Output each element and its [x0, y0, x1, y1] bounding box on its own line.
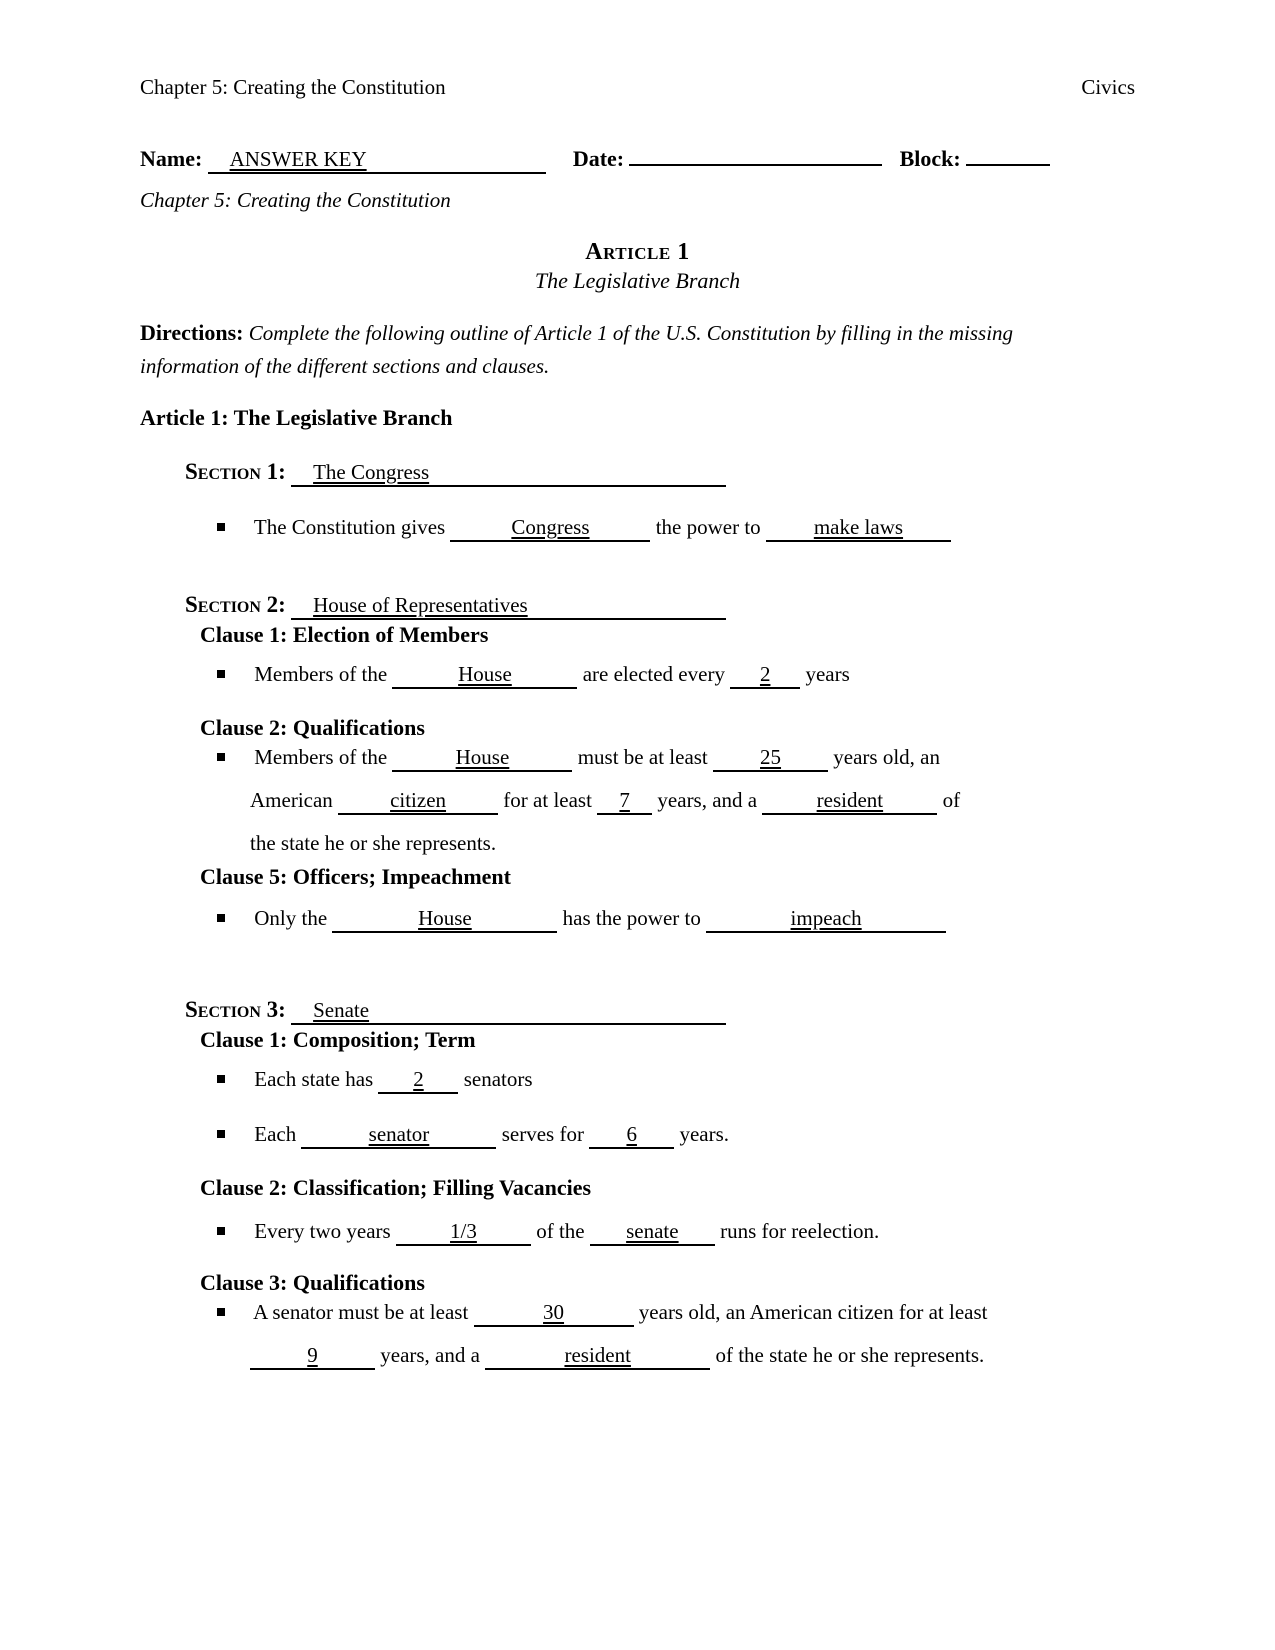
answer-blank: [392, 662, 577, 689]
bullet-icon: [217, 753, 225, 761]
bullet-icon: [217, 1075, 225, 1083]
bullet-icon: [217, 670, 225, 678]
bullet-icon: [217, 1227, 225, 1235]
answer-blank: [450, 515, 650, 542]
clause-bullet: [217, 1122, 1135, 1149]
bullet-text: years, and a: [657, 787, 758, 812]
bullet-text: years: [805, 661, 850, 686]
section-1-label: Section 1:: [185, 458, 286, 484]
bullet-text: senators: [463, 1066, 533, 1091]
directions-text: Complete the following outline of Article 1 of the U.S. Constitution by filling in the missing information of the different sections and clauses.: [140, 321, 1014, 379]
block-label: Block:: [899, 146, 961, 171]
answer-text: resident: [564, 1342, 631, 1367]
answer-blank: [250, 1343, 375, 1370]
bullet-text: has the power to: [562, 905, 701, 930]
bullet-text: the state he or she represents.: [250, 830, 497, 855]
answer-blank: [730, 662, 800, 689]
answer-text: 25: [760, 744, 782, 769]
clause-title: Clause 2: Classification; Filling Vacancies: [200, 1174, 592, 1200]
answer-text: 2: [413, 1066, 424, 1091]
name-label: Name:: [140, 146, 203, 171]
section-3-heading: [185, 997, 1135, 1025]
section-3-answer: Senate: [313, 997, 370, 1022]
answer-blank: [597, 788, 652, 815]
bullet-text: Each: [254, 1121, 297, 1146]
answer-text: citizen: [390, 787, 447, 812]
directions-paragraph: [140, 316, 1045, 383]
answer-blank: [590, 1219, 715, 1246]
clause-title: Clause 1: Composition; Term: [200, 1026, 476, 1052]
bullet-text: are elected every: [582, 661, 725, 686]
section-1-answer: The Congress: [313, 459, 430, 484]
section-2-label: Section 2:: [185, 591, 286, 617]
article-subtitle: The Legislative Branch: [534, 268, 741, 293]
section-2-answer: House of Representatives: [313, 592, 528, 617]
section-2-heading: [185, 592, 1135, 620]
bullet-text: of the state he or she represents.: [715, 1342, 985, 1367]
clause-title: Clause 5: Officers; Impeachment: [200, 863, 511, 889]
name-answer: ANSWER KEY: [229, 147, 367, 171]
bullet-text: Each state has: [254, 1066, 374, 1091]
section-3-answer-blank: [291, 998, 726, 1025]
clause-bullet-continuation: [250, 788, 1135, 815]
answer-blank: [485, 1343, 710, 1370]
answer-blank: [338, 788, 498, 815]
answer-blank: [378, 1067, 458, 1094]
bullet-text: Every two years: [254, 1218, 391, 1243]
answer-text: House: [455, 744, 510, 769]
bullet-icon: [217, 914, 225, 922]
bullet-text: A senator must be at least: [253, 1299, 469, 1324]
bullet-text: years old, an American citizen for at least: [638, 1299, 988, 1324]
chapter-subtitle: Chapter 5: Creating the Constitution: [140, 188, 451, 212]
bullet-icon: [217, 1130, 225, 1138]
answer-text: 7: [619, 787, 630, 812]
section-1-bullet: [217, 515, 1135, 542]
date-label: Date:: [572, 146, 625, 171]
date-blank: [629, 164, 882, 166]
block-blank: [966, 164, 1050, 166]
clause-bullet: [217, 1300, 1135, 1327]
bullet-text: runs for reelection.: [720, 1218, 880, 1243]
answer-text: 2: [759, 661, 771, 686]
header-subject: Civics: [1081, 75, 1135, 99]
clause-title: Clause 1: Election of Members: [200, 621, 489, 647]
bullet-text: of the: [536, 1218, 585, 1243]
page-header: [140, 75, 1135, 100]
answer-blank: [474, 1300, 634, 1327]
clause-bullet: [217, 906, 1135, 933]
bullet-text: Only the: [254, 905, 328, 930]
answer-text: resident: [816, 787, 884, 812]
answer-text: 9: [307, 1342, 318, 1367]
section-2-answer-blank: [291, 593, 726, 620]
outline-title: Article 1: The Legislative Branch: [140, 404, 453, 430]
bullet-text: serves for: [501, 1121, 584, 1146]
bullet-text: Members of the: [254, 661, 388, 686]
answer-blank: [713, 745, 828, 772]
clause-bullet: [217, 662, 1135, 689]
bullet-text: must be at least: [577, 744, 708, 769]
answer-blank: [301, 1122, 496, 1149]
directions-label: Directions:: [140, 320, 244, 345]
answer-text: senate: [626, 1218, 679, 1243]
answer-text: 30: [543, 1299, 565, 1324]
answer-text: 1/3: [450, 1218, 477, 1243]
bullet-text: years.: [679, 1121, 730, 1146]
answer-text: senator: [368, 1121, 430, 1146]
clause-bullet: [217, 1067, 1135, 1094]
bullet-icon: [217, 1308, 225, 1316]
answer-blank: [332, 906, 557, 933]
answer-text: make laws: [813, 514, 904, 539]
answer-blank: [589, 1122, 674, 1149]
bullet-text: Members of the: [254, 744, 388, 769]
answer-text: impeach: [790, 905, 862, 930]
bullet-text: years old, an: [833, 744, 940, 769]
section-1-answer-blank: [291, 460, 726, 487]
answer-blank: [392, 745, 572, 772]
bullet-text: The Constitution gives: [253, 514, 446, 539]
article-title: Article 1: [585, 239, 690, 265]
answer-text: Congress: [511, 514, 590, 539]
clause-bullet: [217, 745, 1135, 772]
answer-blank: [766, 515, 951, 542]
clause-title: Clause 2: Qualifications: [200, 714, 425, 740]
answer-blank: [396, 1219, 531, 1246]
bullet-icon: [217, 523, 225, 531]
clause-bullet-continuation: [250, 1343, 1135, 1370]
answer-text: House: [418, 905, 472, 930]
bullet-text: the power to: [655, 514, 761, 539]
clause-bullet-continuation: [250, 831, 1135, 856]
answer-text: House: [458, 661, 512, 686]
bullet-text: for at least: [503, 787, 592, 812]
header-course-title: Chapter 5: Creating the Constitution: [140, 75, 446, 99]
clause-bullet: [217, 1219, 1135, 1246]
section-3-label: Section 3:: [185, 996, 286, 1022]
bullet-text: years, and a: [380, 1342, 480, 1367]
clause-title: Clause 3: Qualifications: [200, 1269, 425, 1295]
answer-text: 6: [626, 1121, 637, 1146]
answer-blank: [762, 788, 937, 815]
bullet-text: American: [250, 787, 333, 812]
answer-blank: [706, 906, 946, 933]
section-1-heading: [185, 459, 1135, 487]
bullet-text: of: [942, 787, 961, 812]
name-blank: [208, 147, 546, 174]
student-info-row: [140, 146, 1135, 174]
